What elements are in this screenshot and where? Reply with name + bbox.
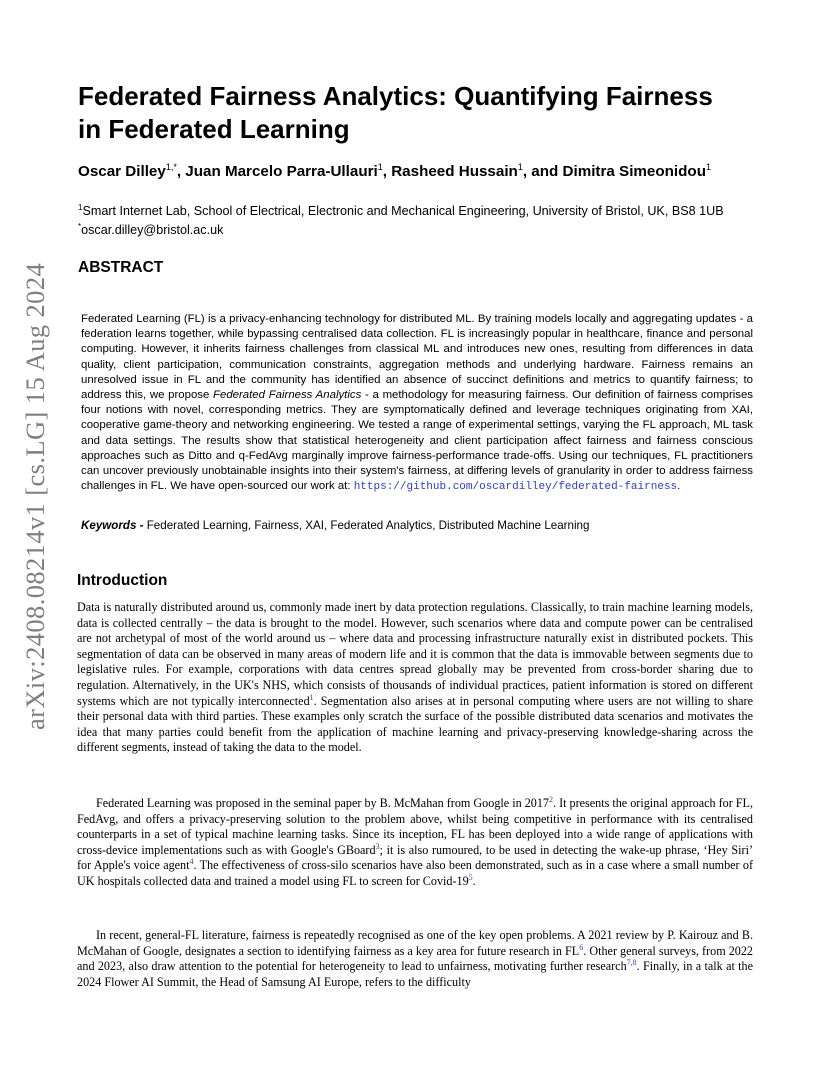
corresponding-email[interactable]: oscar.dilley@bristol.ac.uk: [81, 223, 224, 237]
author-separator: ,: [176, 163, 186, 180]
paragraph-text: .: [472, 873, 476, 888]
author-affiliation-marker: 1: [705, 162, 711, 172]
paragraph-text: ; it is also rumoured, to be used in detecting the wake-up phrase, ‘Hey Siri’ for Apple's voice agent: [77, 842, 753, 873]
paragraph-text: Federated Learning was proposed in the seminal paper by B. McMahan from Google in 2017: [96, 796, 549, 810]
citation-link[interactable]: 4: [189, 857, 194, 867]
introduction-paragraph-2: [77, 796, 753, 890]
citation-link[interactable]: 5: [468, 872, 473, 882]
arxiv-identifier-stamp: arXiv:2408.08214v1 [cs.LG] 15 Aug 2024: [20, 262, 50, 730]
author-affiliation-marker: 1,*: [165, 162, 177, 172]
author-affiliation-marker: 1: [517, 162, 523, 172]
author-affiliation-marker: 1: [377, 162, 383, 172]
abstract-body: [81, 312, 753, 495]
paragraph-text: . Other general surveys, from 2022 and 2023, also draw attention to the potential for heterogeneity to lead to unfairness, motivating further research: [77, 943, 753, 974]
paragraph-text: . Finally, in a talk at the 2024 Flower AI Summit, the Head of Samsung AI Europe, refers to the difficulty: [77, 959, 753, 989]
author-list: [78, 162, 711, 180]
affiliation-line: [78, 200, 724, 219]
introduction-heading: Introduction: [77, 572, 168, 589]
author-name: Juan Marcelo Parra-Ullauri: [185, 163, 378, 180]
paragraph-text: In recent, general-FL literature, fairness is repeatedly recognised as one of the key open problems. A 2021 review by P. Kairouz and B. McMahan of Google, designates a section to identifying fairness as a key area for future research in FL: [77, 928, 753, 958]
corresponding-email-line: [78, 219, 724, 238]
author-name: Oscar Dilley: [78, 163, 166, 180]
abstract-method-name: Federated Fairness Analytics: [213, 389, 362, 402]
abstract-text: Federated Learning (FL) is a privacy-enhancing technology for distributed ML. By training models locally and aggregating updates - a federation learns together, while bypassing centralised data collection. FL is increasingly popular in healthcare, finance and personal computing. However, it inherits fairness challenges from classical ML and introduces new ones, resulting from differences in data quality, client participation, communication constraints, aggregation methods and underlying hardware. Fairness remains an unresolved issue in FL and the community has identified an absence of succinct definitions and metrics to quantify fairness; to address this, we propose: [81, 313, 753, 402]
paragraph-text: . It presents the original approach for FL, FedAvg, and offers a privacy-preserving solution to the problem above, whilst being competitive in performance with its centralised counterparts in a set of typical machine learning tasks. Since its inception, FL has been deployed into a wide range of applications with cross-device implementations such as with Google's GBoard: [77, 796, 753, 857]
abstract-heading: ABSTRACT: [78, 259, 164, 276]
paper-title: [78, 80, 778, 146]
paragraph-text: . Segmentation also arises at in personal computing where users are not willing to share their personal data with third parties. These examples only scratch the surface of the possible distributed data scenarios and motivates the idea that many parties could benefit from the application of machine learning and privacy-preserving knowledge-sharing across the different segments, instead of taking the data to the model.: [77, 693, 753, 755]
citation-link[interactable]: 1: [309, 692, 314, 702]
paragraph-text: Data is naturally distributed around us, commonly made inert by data protection regulations. Classically, to train machine learning models, data is collected centrally – the data is brought to the model. However, such scenarios where data and compute power can be centralised are not archetypal of most of the world around us – where data and processing infrastructure naturally exist in distributed pockets. This segmentation of data can be observed in many areas of modern life and it is common that the data is immovable between segments due to legislative rules. For example, corporations with data centres spread globally may be prevented from cross-border sharing due to regulation. Alternatively, in the UK's NHS, which consists of thousands of individual practices, patient information is stored on different systems which are not typically interconnected: [77, 600, 753, 708]
citation-link[interactable]: 7,8: [626, 958, 637, 968]
author-name: Rasheed Hussain: [391, 163, 518, 180]
keywords-line: [81, 519, 753, 532]
github-repo-link[interactable]: https://github.com/oscardilley/federated-fairness: [353, 481, 678, 494]
affiliation-text: Smart Internet Lab, School of Electrical, Electronic and Mechanical Engineering, University of Bristol, UK, BS8 1UB: [82, 204, 724, 218]
introduction-paragraph-1: [77, 600, 753, 756]
paper-title-line-1: Federated Fairness Analytics: Quantifying Fairness: [78, 81, 713, 111]
paragraph-text: . The effectiveness of cross-silo scenarios have also been demonstrated, such as in a case where a small number of UK hospitals collected data and trained a model using FL to screen for Covid-19: [77, 858, 753, 888]
introduction-paragraph-3: [77, 928, 753, 990]
author-separator: , and: [522, 163, 563, 180]
corresponding-marker: *: [78, 222, 82, 231]
author-name: Dimitra Simeonidou: [562, 163, 706, 180]
affiliation-marker: 1: [78, 203, 83, 212]
affiliations: [78, 200, 724, 238]
citation-link[interactable]: 2: [548, 795, 553, 804]
abstract-text: - a methodology for measuring fairness. Our definition of fairness comprises four notions with novel, corresponding metrics. They are symptomatically defined and leverage techniques originating from XAI, cooperative game-theory and networking engineering. We tested a range of experimental settings, varying the FL approach, ML task and data settings. The results show that statistical heterogeneity and client participation affect fairness and fairness conscious approaches such as Ditto and q-FedAvg marginally improve fairness-performance trade-offs. Using our techniques, FL practitioners can uncover previously unobtainable insights into their system's fairness, at differing levels of granularity in order to address fairness challenges in FL. We have open-sourced our work at:: [81, 389, 754, 493]
paper-title-line-2: in Federated Learning: [78, 114, 350, 144]
citation-link[interactable]: 3: [375, 841, 380, 851]
keywords-text: Federated Learning, Fairness, XAI, Federated Analytics, Distributed Machine Learning: [143, 519, 590, 532]
author-separator: ,: [382, 163, 392, 180]
citation-link[interactable]: 6: [579, 942, 584, 952]
abstract-text-end: .: [677, 480, 681, 493]
keywords-label: Keywords -: [81, 519, 144, 532]
